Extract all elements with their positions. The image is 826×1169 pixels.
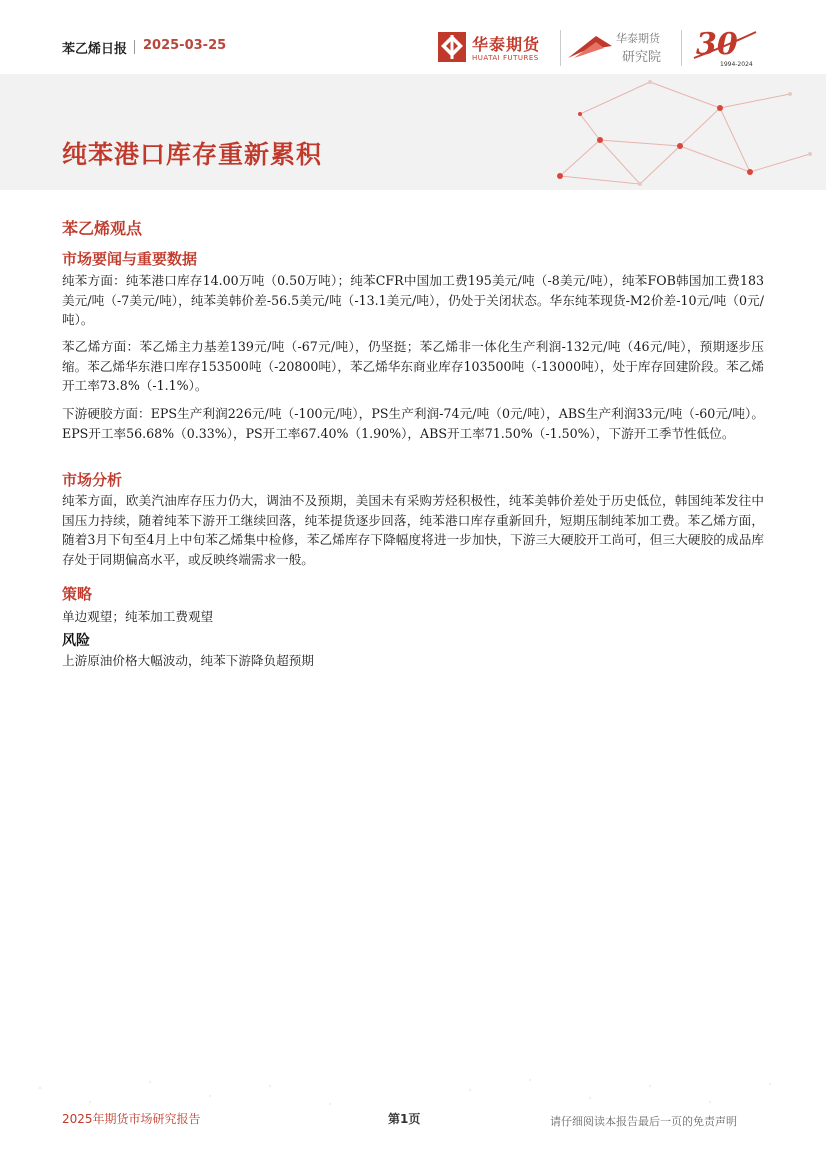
section-title: 苯乙烯观点 [62, 219, 143, 238]
page-number: 第1页 [388, 1112, 421, 1126]
research-logo-line2: 研究院 [622, 50, 662, 65]
huatai-emblem-icon [438, 32, 466, 62]
logo-name-cn: 华泰期货 [472, 35, 541, 54]
news-heading: 市场要闻与重要数据 [62, 250, 198, 268]
strategy-text: 单边观望；纯苯加工费观望 [62, 609, 214, 624]
risk-text: 上游原油价格大幅波动，纯苯下游降负超预期 [62, 653, 314, 668]
report-date: 2025-03-25 [143, 38, 227, 53]
footer-report-series: 2025年期货市场研究报告 [62, 1112, 201, 1126]
page-header [0, 0, 826, 72]
anniversary-emblem-icon [690, 24, 762, 70]
title-banner [0, 74, 826, 190]
news-downstream: 下游硬胶方面：EPS生产利润226元/吨（-100元/吨），PS生产利润-74元/吨（0元/吨），ABS生产利润33元/吨（-60元/吨）。EPS开工率56.68%（0.33%），PS开工率67.40%（1.90%），ABS开工率71.50%（-1.50%），下游开工季节性低位。 [62, 406, 764, 441]
strategy-heading: 策略 [62, 585, 93, 603]
research-emblem-icon [566, 32, 614, 62]
report-name: 苯乙烯日报 [62, 42, 128, 57]
analysis-heading: 市场分析 [62, 471, 123, 489]
anniversary-logo [690, 24, 762, 70]
anniversary-number: 30 [696, 27, 738, 62]
research-logo-line1: 华泰期货 [616, 32, 660, 45]
page-title: 纯苯港口库存重新累积 [62, 140, 323, 169]
risk-heading: 风险 [62, 633, 90, 649]
news-styrene: 苯乙烯方面：苯乙烯主力基差139元/吨（-67元/吨），仍坚挺；苯乙烯非一体化生产利润-132元/吨（46元/吨），预期逐步压缩。苯乙烯华东港口库存153500吨（-20800吨），苯乙烯华东商业库存103500吨（-13000吨），处于库存回建阶段。苯乙烯开工率73.8%（-1.1%）。 [62, 339, 764, 393]
logo-divider [681, 30, 682, 66]
logo-name-en: HUATAI FUTURES [472, 54, 539, 62]
disclaimer-note: 请仔细阅读本报告最后一页的免责声明 [550, 1115, 737, 1128]
network-decoration-icon [0, 74, 826, 190]
huatai-futures-logo [438, 30, 558, 70]
news-pure-benzene: 纯苯方面：纯苯港口库存14.00万吨（0.50万吨）；纯苯CFR中国加工费195美元/吨（-8美元/吨），纯苯FOB韩国加工费183美元/吨（-7美元/吨），纯苯美韩价差-56.5美元/吨（-13.1美元/吨），仍处于关闭状态。华东纯苯现货-M2价差-10元/吨（0元/吨）。 [62, 273, 764, 327]
analysis-text: 纯苯方面，欧美汽油库存压力仍大，调油不及预期，美国未有采购芳烃积极性，纯苯美韩价差处于历史低位，韩国纯苯发往中国压力持续，随着纯苯下游开工继续回落，纯苯提货逐步回落，纯苯港口库存重新回升，短期压制纯苯加工费。苯乙烯方面，随着3月下旬至4月上中旬苯乙烯集中检修，苯乙烯库存下降幅度将进一步加快，下游三大硬胶开工尚可，但三大硬胶的成品库存处于同期偏高水平，或反映终端需求一般。 [62, 493, 764, 567]
research-institute-logo [566, 28, 676, 68]
logo-divider [560, 30, 561, 66]
anniversary-years: 1994-2024 [720, 61, 753, 68]
header-divider [134, 40, 135, 54]
